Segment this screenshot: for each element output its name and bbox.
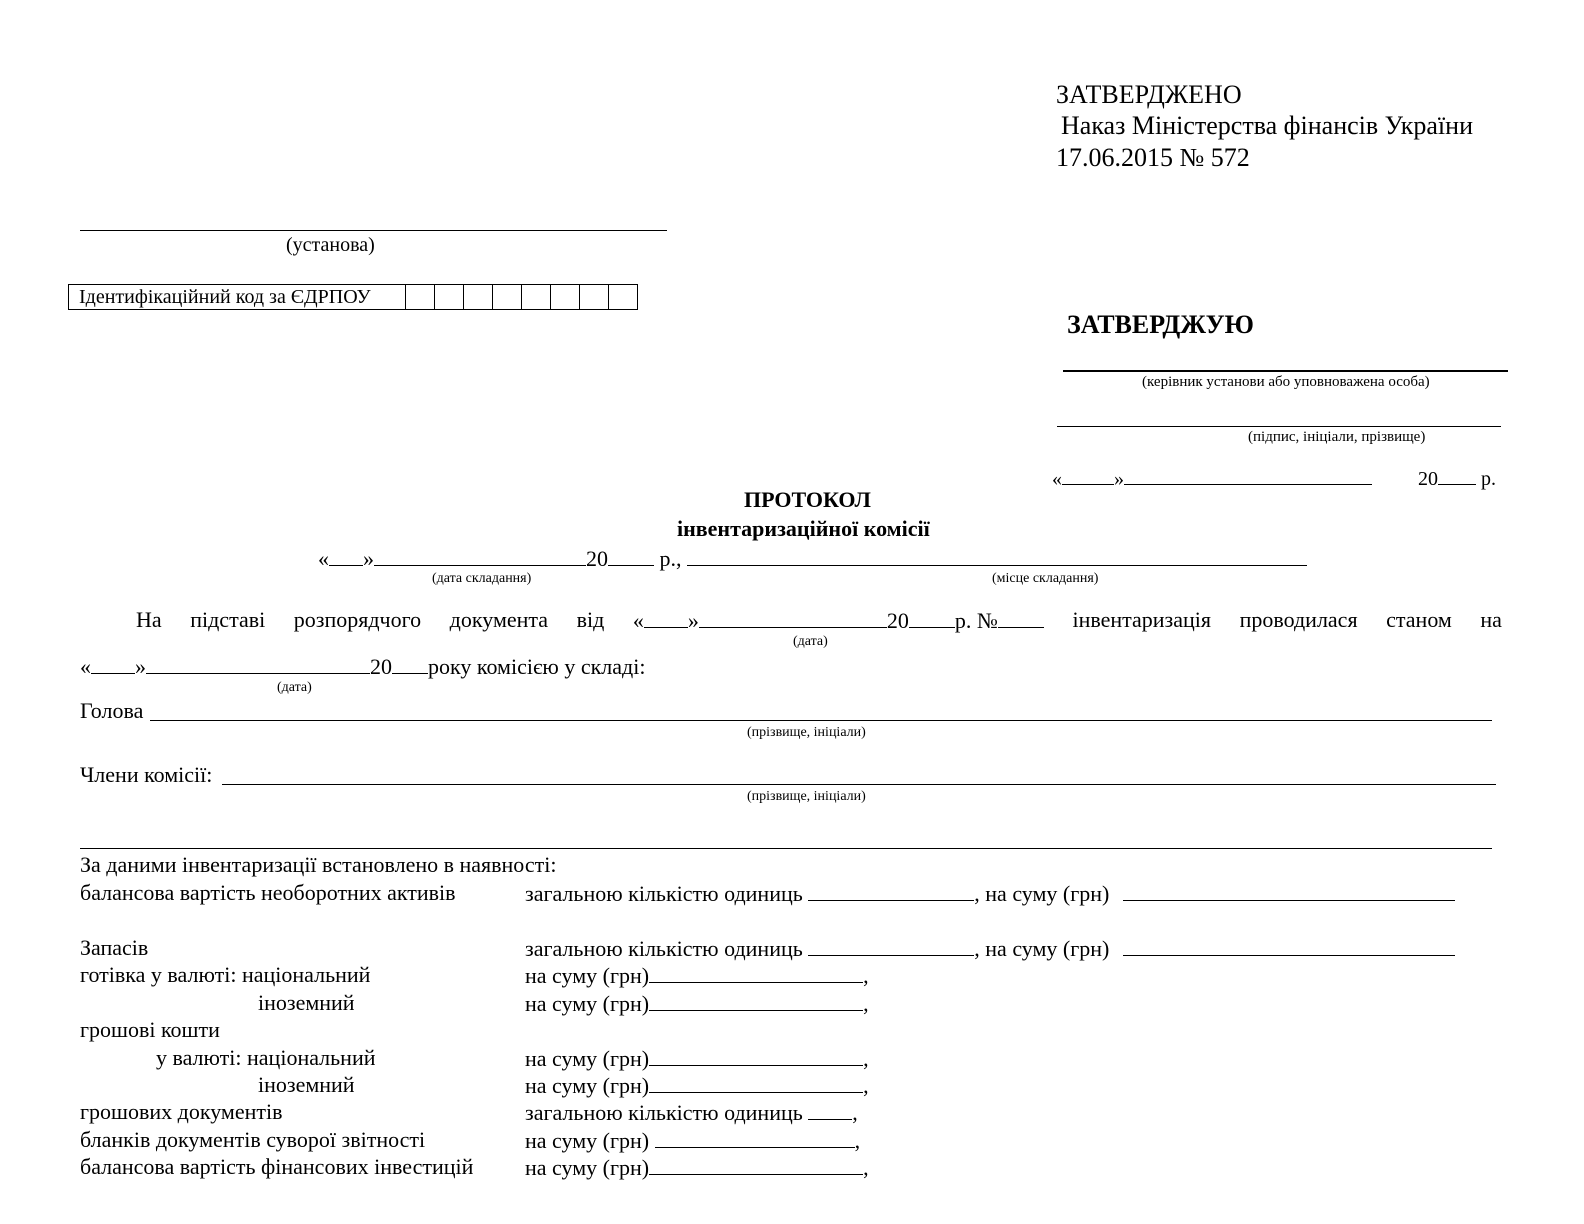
basis-word: документа [449,607,549,632]
result-sum-blank[interactable] [649,990,863,1011]
result-value [525,962,869,989]
basis-date [633,607,1044,634]
approved-date-number: 17.06.2015 № 572 [1056,143,1250,172]
basis-number-blank[interactable] [998,607,1044,628]
approve-year [1418,464,1496,491]
result-tail: , [863,1155,869,1180]
basis-word: розпорядчого [293,607,422,632]
basis2-close: » [135,654,146,679]
head-name-line[interactable] [150,720,1492,721]
approved-title: ЗАТВЕРДЖЕНО [1056,80,1242,109]
result-qty-blank[interactable] [808,1099,852,1120]
result-value [525,1154,869,1181]
basis-line [136,607,1502,634]
institution-caption: (установа) [286,234,375,256]
basis-word: проводилася [1239,607,1358,632]
edrpou-cell[interactable] [551,285,580,309]
result-value [525,990,869,1017]
head-caption: (керівник установи або уповноважена особа) [1142,374,1430,390]
result-label: готівка у валюті: національний [80,962,371,987]
signature-line[interactable] [1057,426,1501,427]
edrpou-cell[interactable] [435,285,464,309]
protocol-year-prefix: 20 [586,546,608,571]
result-sum-blank[interactable] [1123,935,1455,956]
result-label: грошових документів [80,1099,283,1124]
signature-caption: (підпис, ініціали, прізвище) [1248,429,1426,445]
result-value-label: загальною кількістю одиниць [525,936,809,961]
result-sum-blank[interactable] [649,1045,863,1066]
basis-word: інвентаризація [1072,607,1212,632]
result-label: балансова вартість необоротних активів [80,880,456,905]
result-value-label: на суму (грн) [525,1128,655,1153]
basis-year-prefix: 20 [886,608,909,633]
institution-line[interactable] [80,230,667,231]
result-label: іноземний [258,990,355,1015]
result-sum-blank[interactable] [1123,880,1455,901]
result-tail: , [854,1128,861,1153]
result-label: грошові кошти [80,1017,220,1042]
result-value-label: загальною кількістю одиниць [525,1100,809,1125]
approve-month-blank[interactable] [1124,464,1372,485]
result-mid: , на суму (грн) [974,881,1115,906]
protocol-date-line [318,545,1307,572]
protocol-year-blank[interactable] [608,545,654,566]
result-label: бланків документів суворої звітності [80,1127,426,1152]
approve-title: ЗАТВЕРДЖУЮ [1067,310,1254,339]
result-qty-blank[interactable] [808,880,974,901]
edrpou-cell[interactable] [493,285,522,309]
basis-date-close: » [687,608,699,633]
basis-number-label: р. № [954,608,998,633]
result-sum-blank[interactable] [649,1154,863,1175]
protocol-place-blank[interactable] [687,545,1307,566]
result-value-label: на суму (грн) [525,1155,650,1180]
protocol-date-open: « [318,546,329,571]
basis2-caption: (дата) [277,680,312,695]
head-name-caption: (прізвище, ініціали) [747,725,866,740]
basis-day-blank[interactable] [644,607,688,628]
result-value-label: на суму (грн) [525,1046,650,1071]
members-caption: (прізвище, ініціали) [747,789,866,804]
protocol-title: ПРОТОКОЛ [744,487,871,512]
approve-date-close: » [1114,468,1124,490]
protocol-subtitle: інвентаризаційної комісії [677,516,930,541]
members-line[interactable] [222,784,1496,785]
protocol-year-suffix: р., [654,546,687,571]
result-tail: , [852,1100,858,1125]
basis-word: від [576,607,605,632]
result-mid: , на суму (грн) [974,936,1115,961]
result-value [525,935,1455,962]
basis2-year-blank[interactable] [392,653,428,674]
approved-order: Наказ Міністерства фінансів України [1061,111,1473,140]
basis2-year: 20 [370,654,392,679]
basis2-open: « [80,654,91,679]
result-tail: , [863,963,869,988]
result-value [525,1045,869,1072]
approve-year-prefix: 20 [1418,468,1438,490]
approve-year-suffix: р. [1476,468,1496,490]
protocol-month-blank[interactable] [374,545,586,566]
protocol-place-caption: (місце складання) [992,571,1099,586]
basis-date-open: « [632,608,644,633]
result-tail: , [863,1073,869,1098]
basis-date-caption: (дата) [793,634,828,649]
basis2-tail: року комісією у складі: [428,654,646,679]
result-value [525,1127,860,1154]
result-sum-blank[interactable] [649,962,863,983]
edrpou-cell[interactable] [464,285,493,309]
result-value-label: на суму (грн) [525,963,650,988]
basis-word: на [1480,607,1502,632]
basis-year-blank[interactable] [909,607,955,628]
result-sum-blank[interactable] [649,1072,863,1093]
result-sum-blank[interactable] [655,1127,855,1148]
basis-line2 [80,653,645,680]
basis-word: станом [1386,607,1452,632]
head-line[interactable] [1063,370,1508,372]
basis2-day-blank[interactable] [91,653,135,674]
result-label: іноземний [258,1072,355,1097]
basis-word: підставі [190,607,266,632]
result-value [525,1072,869,1099]
result-label: Запасів [80,935,149,960]
result-qty-blank[interactable] [808,935,974,956]
result-tail: , [863,1046,869,1071]
protocol-date-caption: (дата складання) [432,571,532,586]
edrpou-box [68,284,638,310]
edrpou-cell[interactable] [609,285,637,309]
result-value-label: на суму (грн) [525,1073,650,1098]
members-line-2[interactable] [80,848,1492,849]
result-value [525,1099,858,1126]
result-value [525,880,1455,907]
approve-date-open: « [1052,468,1062,490]
result-tail: , [863,991,869,1016]
basis2-month-blank[interactable] [146,653,370,674]
results-intro: За даними інвентаризації встановлено в наявності: [80,852,557,877]
edrpou-label: Ідентифікаційний код за ЄДРПОУ [69,285,406,309]
approve-day-blank[interactable] [1062,464,1114,485]
edrpou-cell[interactable] [406,285,435,309]
protocol-date-close: » [363,546,374,571]
edrpou-cell[interactable] [580,285,609,309]
approve-date [1052,464,1372,491]
result-label: балансова вартість фінансових інвестицій [80,1154,474,1179]
result-value-label: загальною кількістю одиниць [525,881,809,906]
basis-word: На [136,607,162,632]
head-label: Голова [80,698,144,723]
basis-month-blank[interactable] [699,607,887,628]
result-label: у валюті: національний [156,1045,376,1070]
members-label: Члени комісії: [80,762,213,787]
approve-year-blank[interactable] [1438,464,1476,485]
edrpou-cell[interactable] [522,285,551,309]
result-value-label: на суму (грн) [525,991,650,1016]
protocol-day-blank[interactable] [329,545,363,566]
